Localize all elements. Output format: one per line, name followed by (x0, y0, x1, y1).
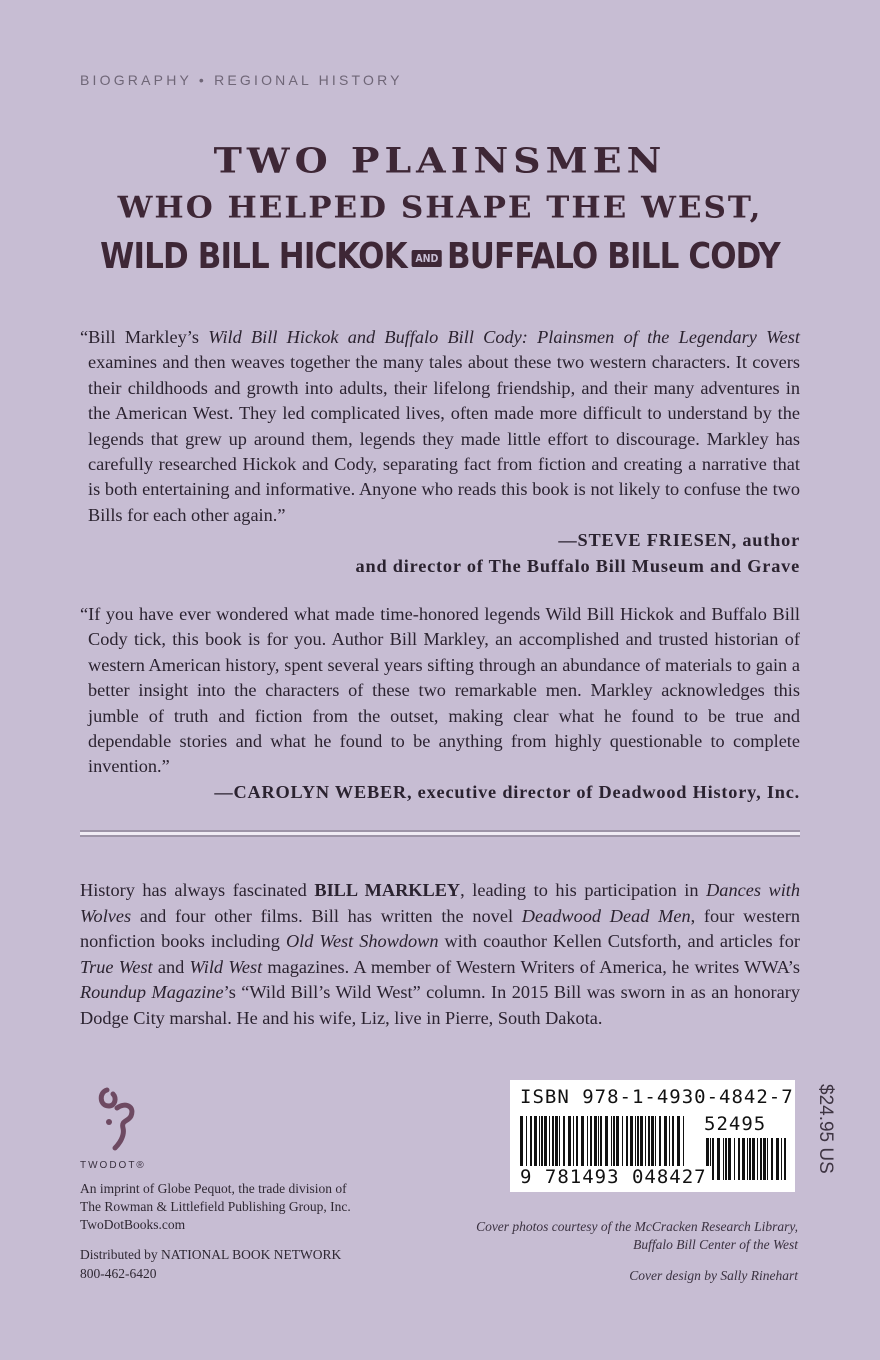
bio-text: and four other films. Bill has written the novel (131, 905, 522, 926)
bio-text: , leading to his participation in (460, 880, 707, 900)
barcode-bar (672, 1116, 674, 1172)
barcode-bar (587, 1116, 588, 1172)
blurb-friesen-attribution-1: —STEVE FRIESEN, author (558, 530, 800, 551)
barcode-bar (734, 1138, 735, 1180)
barcode-bar (559, 1116, 560, 1172)
barcode-bar (752, 1138, 755, 1180)
barcode-bar (520, 1116, 523, 1172)
barcode-bar (635, 1116, 636, 1172)
barcode-bar (611, 1116, 612, 1172)
addon-barcode-bars (706, 1138, 788, 1180)
barcode-bar (637, 1116, 639, 1172)
film-title: Dances with Wolves (80, 880, 801, 926)
bio-text: History has always fascinated (80, 880, 315, 900)
barcode-bar (616, 1116, 619, 1172)
barcode-bar (640, 1116, 643, 1172)
bio-text: magazines. A member of Western Writers of America, he writes WWA’s (262, 956, 800, 977)
barcode-bar (738, 1138, 740, 1180)
barcode-bar (723, 1138, 724, 1180)
barcode-bar (549, 1116, 550, 1172)
blurb-friesen-attribution-2: and director of The Buffalo Bill Museum and Grave (355, 555, 800, 576)
barcode-bar (541, 1116, 543, 1172)
twodot-logo-icon (95, 1082, 145, 1152)
category-label: BIOGRAPHY • REGIONAL HISTORY (80, 72, 403, 88)
barcode-bar (725, 1138, 727, 1180)
barcode-bar (648, 1116, 650, 1172)
headline-line-1: TWO PLAINSMEN (213, 140, 667, 181)
barcode-bar (717, 1138, 720, 1180)
barcode-bar (534, 1116, 537, 1172)
price-label (800, 1082, 836, 1194)
barcode-bar (728, 1138, 731, 1180)
twodot-label: TWODOT® (80, 1160, 146, 1171)
barcode-bar (747, 1138, 748, 1180)
book-title: Wild Bill Hickok and Buffalo Bill Cody: Plainsmen of the Legendary West (208, 327, 800, 347)
barcode-bar (590, 1116, 592, 1172)
barcode-bar (669, 1116, 670, 1172)
barcode-bar (655, 1116, 656, 1172)
author-bio (80, 878, 800, 1031)
book-title: Old West Showdown (285, 931, 439, 951)
blurb-friesen (80, 325, 800, 579)
photo-credit (398, 1218, 798, 1254)
magazine-title: Roundup Magazine (80, 982, 224, 1002)
barcode-bar (552, 1116, 554, 1172)
headline-line-2: WHO HELPED SHAPE THE WEST, (117, 190, 763, 226)
barcode-bar (760, 1138, 762, 1180)
blurb-weber-text: “If you have ever wondered what made time-honored legends Wild Bill Hickok and Buffalo Bill Cody tick, this book is for you. Author Bill Markley, an accomplished and trusted historian of western American history, spent several years sifting through an abundance of materials to gain a better insight into the characters of these two remarkable men. Markley acknowledges this jumble of truth and fiction from the outset, making clear what he found to be true and dependable stories and what he found to be anything from highly questionable to complete invention.” (80, 604, 800, 777)
blurb-weber (80, 602, 800, 805)
magazine-title: True West (80, 956, 153, 977)
barcode-digits: 9 781493 048427 (520, 1166, 711, 1188)
author-name: BILL MARKLEY (314, 880, 461, 900)
imprint-line-2: The Rowman & Littlefield Publishing Group, Inc. (80, 1199, 351, 1214)
barcode-bar (763, 1138, 766, 1180)
barcode-bar (544, 1116, 547, 1172)
bio-text: with coauthor Kellen Cutsforth, and articles for (438, 931, 800, 951)
barcode-bar (526, 1116, 527, 1172)
barcode-bar (613, 1116, 615, 1172)
blurb-weber-attribution (80, 780, 800, 805)
barcode-bar (576, 1116, 578, 1172)
barcode-bar (651, 1116, 654, 1172)
magazine-title: Wild West (189, 956, 263, 977)
blurb-text-body: examines and then weaves together the many tales about these two western characters. It covers their childhoods and growth into adults, their lifelong friendship, and their many adventures in the American West. They led complicated lives, often made more difficult to understand by the legends that grew up around them, legends they made little effort to discourage. Markley has carefully researched Hickok and Cody, separating fact from fiction and creating a narrative that is both entertaining and informative. Anyone who reads this book is not likely to confuse the two Bills for each other again.” (88, 352, 800, 525)
novel-title: Deadwood Dead Men (521, 905, 691, 926)
price-text: $24.95 US (815, 1084, 836, 1174)
barcode-bar (677, 1116, 680, 1172)
barcode-bar (530, 1116, 532, 1172)
barcode-bar (771, 1138, 773, 1180)
barcode-bar (659, 1116, 661, 1172)
barcode-bar (539, 1116, 540, 1172)
distributor-name: Distributed by NATIONAL BOOK NETWORK (80, 1247, 342, 1262)
barcode-bar (630, 1116, 633, 1172)
barcode-bar (757, 1138, 758, 1180)
isbn-number: ISBN 978-1-4930-4842-7 (520, 1086, 794, 1108)
publisher-website: TwoDotBooks.com (80, 1217, 186, 1232)
weber-name: —CAROLYN WEBER (214, 781, 407, 802)
photo-credit-line-2: Buffalo Bill Center of the West (633, 1237, 798, 1252)
isbn-barcode (510, 1080, 795, 1192)
barcode-bar (622, 1116, 623, 1172)
barcode-bar (712, 1138, 714, 1180)
barcode-bar (568, 1116, 571, 1172)
barcode-bar (598, 1116, 599, 1172)
barcode-bar (776, 1138, 779, 1180)
divider-rule (80, 830, 800, 837)
barcode-bar (563, 1116, 565, 1172)
bio-text: and (152, 956, 190, 977)
and-badge: AND (412, 250, 442, 267)
barcode-bar (594, 1116, 597, 1172)
bio-text: ’s “Wild Bill’s Wild West” column. In 2015 Bill was sworn in as an honorary Dodge City marshal. He and his wife, Liz, live in Pierre, South Dakota. (80, 982, 800, 1028)
headline-cody: BUFFALO BILL CODY (447, 236, 780, 277)
imprint-info (80, 1180, 351, 1234)
barcode-bar (784, 1138, 786, 1180)
barcode-bar (645, 1116, 646, 1172)
barcode-bar (605, 1116, 608, 1172)
barcode-bar (767, 1138, 768, 1180)
bio-text: , four western nonfiction books including (80, 905, 800, 951)
blurb-friesen-text (80, 325, 800, 528)
main-barcode-bars (520, 1116, 685, 1172)
weber-title: , executive director of Deadwood History, Inc. (406, 781, 800, 802)
photo-credit-line-1: Cover photos courtesy of the McCracken Research Library, (476, 1219, 798, 1234)
barcode-bar (600, 1116, 602, 1172)
distributor-info (80, 1245, 341, 1283)
barcode-bar (742, 1138, 745, 1180)
barcode-bar (581, 1116, 584, 1172)
barcode-bar (749, 1138, 751, 1180)
blurb-text-pre: “Bill Markley’s (80, 327, 209, 347)
distributor-phone: 800-462-6420 (80, 1266, 157, 1281)
headline-line-3 (62, 236, 819, 277)
barcode-bar (573, 1116, 574, 1172)
barcode-bar (626, 1116, 628, 1172)
barcode-bar (664, 1116, 667, 1172)
headline-hickok: WILD BILL HICKOK (100, 236, 407, 277)
barcode-bar (781, 1138, 782, 1180)
design-credit: Cover design by Sally Rinehart (629, 1268, 798, 1283)
barcode-bar (683, 1116, 684, 1172)
imprint-line-1: An imprint of Globe Pequot, the trade division of (80, 1181, 347, 1196)
barcode-bar (555, 1116, 558, 1172)
price-code: 52495 (704, 1113, 767, 1135)
